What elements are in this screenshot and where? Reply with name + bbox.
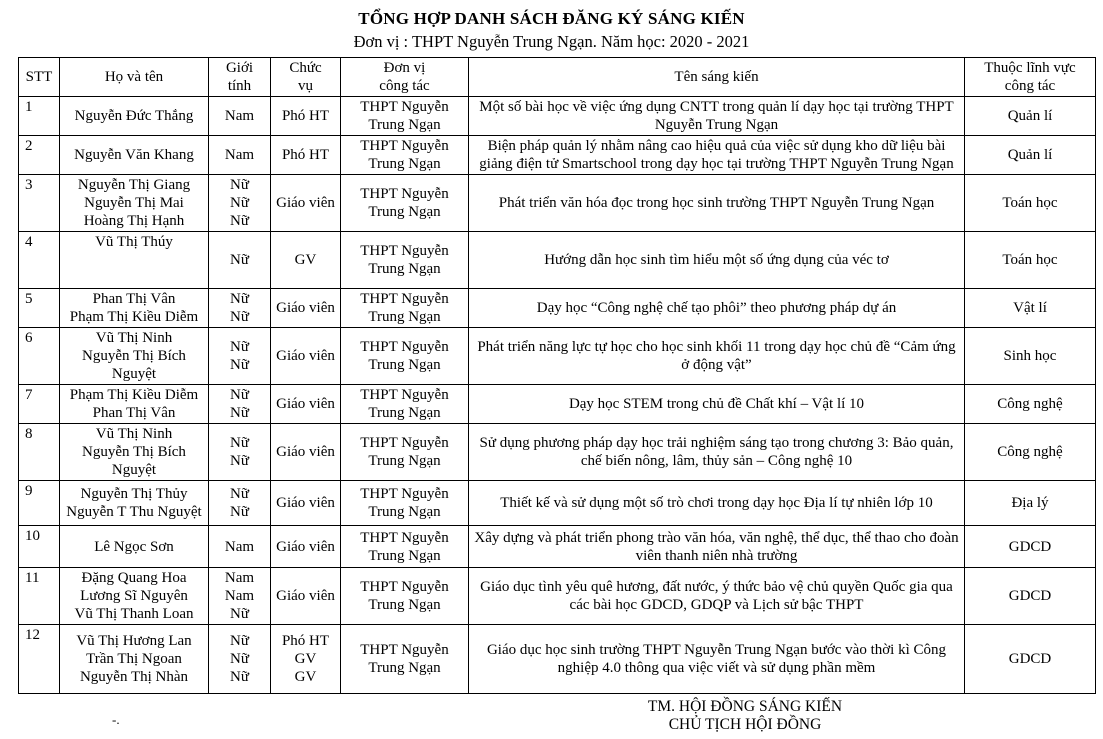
cell-line: GV [294,669,317,685]
cell-line: Giáo viên [276,300,335,316]
cell-line: Nguyễn Thị Nhàn [79,669,189,685]
cell-field: GDCD [965,568,1096,625]
cell-line: Nguyệt [111,462,157,478]
cell-gender [209,481,271,526]
cell-stt: 4 [19,232,60,289]
cell-field: Toán học [965,175,1096,232]
cell-gender [209,328,271,385]
cell-line: Hoàng Thị Hạnh [83,213,185,229]
column-header-unit-line: Đơn vị [383,60,426,76]
column-header-gender-line: tính [227,78,252,94]
cell-field: GDCD [965,625,1096,694]
cell-line: Nữ [230,486,249,502]
cell-unit: THPT Nguyễn Trung Ngạn [341,481,469,526]
cell-line: Nữ [230,435,249,451]
cell-line: Trần Thị Ngoan [86,651,182,667]
cell-line: Nữ [230,195,249,211]
cell-line: Nữ [230,291,249,307]
cell-line: Phó HT [281,147,330,163]
cell-unit: THPT Nguyễn Trung Ngạn [341,97,469,136]
cell-line: Phạm Thị Kiều Diễm [69,309,199,325]
cell-unit: THPT Nguyễn Trung Ngạn [341,328,469,385]
table-row [19,481,1096,526]
cell-names [60,568,209,625]
page-mark: -. [112,712,120,727]
initiative-registration-table [18,57,1096,694]
cell-stt: 3 [19,175,60,232]
cell-line: Lương Sĩ Nguyên [80,588,188,604]
cell-unit: THPT Nguyễn Trung Ngạn [341,289,469,328]
cell-line: Nữ [230,633,249,649]
column-header-name [60,58,209,97]
column-header-stt-line: STT [25,69,53,85]
cell-unit: THPT Nguyễn Trung Ngạn [341,526,469,568]
cell-line: Nam [224,108,255,124]
cell-names [60,175,209,232]
cell-line: Nguyễn Văn Khang [74,147,194,163]
cell-stt: 11 [19,568,60,625]
cell-line: Nguyễn Thị Bích [82,348,186,364]
cell-line: Phó HT [281,633,330,649]
cell-stt: 9 [19,481,60,526]
cell-names [60,136,209,175]
cell-unit: THPT Nguyễn Trung Ngạn [341,625,469,694]
cell-unit: THPT Nguyễn Trung Ngạn [341,424,469,481]
table-row [19,289,1096,328]
cell-gender [209,232,271,289]
cell-initiative: Hướng dẫn học sinh tìm hiểu một số ứng dụng của véc tơ [469,232,965,289]
cell-stt: 5 [19,289,60,328]
table-row [19,136,1096,175]
cell-line [63,251,205,269]
cell-gender [209,97,271,136]
cell-position [271,97,341,136]
cell-line: Nữ [230,453,249,469]
cell-line: Nữ [230,213,249,229]
table-row [19,568,1096,625]
cell-gender [209,568,271,625]
column-header-stt [19,58,60,97]
table-row [19,232,1096,289]
cell-initiative: Giáo dục học sinh trường THPT Nguyễn Trung Ngạn bước vào thời kì Công nghiệp 4.0 thông qua việc viết và sử dụng phần mềm [469,625,965,694]
cell-initiative: Thiết kế và sử dụng một số trò chơi trong dạy học Địa lí tự nhiên lớp 10 [469,481,965,526]
page-title: TỔNG HỢP DANH SÁCH ĐĂNG KÝ SÁNG KIẾN [358,9,745,28]
page-subtitle: Đơn vị : THPT Nguyễn Trung Ngạn. Năm học: 2020 - 2021 [353,32,750,51]
cell-field: GDCD [965,526,1096,568]
cell-names [60,289,209,328]
signature-line-2: CHỦ TỊCH HỘI ĐỒNG [668,716,822,733]
cell-line: Nguyễn Đức Thắng [74,108,194,124]
cell-stt: 8 [19,424,60,481]
cell-line: Nguyệt [111,366,157,382]
cell-line: Nữ [230,669,249,685]
cell-line: Giáo viên [276,195,335,211]
cell-line: Nguyễn Thị Thủy [80,486,188,502]
cell-field: Toán học [965,232,1096,289]
cell-line: Nữ [230,309,249,325]
cell-names [60,625,209,694]
cell-line: GV [294,252,317,268]
cell-initiative: Giáo dục tình yêu quê hương, đất nước, ý thức bảo vệ chủ quyền Quốc gia qua các bài học GDCD, GDQP và Lịch sử bậc THPT [469,568,965,625]
cell-field: Công nghệ [965,385,1096,424]
table-body [19,97,1096,694]
cell-field: Công nghệ [965,424,1096,481]
cell-stt: 6 [19,328,60,385]
cell-initiative: Dạy học STEM trong chủ đề Chất khí – Vật lí 10 [469,385,965,424]
column-header-position [271,58,341,97]
cell-line: Nữ [230,357,249,373]
cell-names [60,385,209,424]
cell-names [60,424,209,481]
column-header-initiative-line: Tên sáng kiến [674,69,759,85]
cell-line: Lê Ngọc Sơn [94,538,174,555]
column-header-field [965,58,1096,97]
cell-line: Giáo viên [276,538,335,555]
cell-line: Nữ [230,252,249,268]
cell-gender [209,136,271,175]
cell-line: Vũ Thị Ninh [95,330,173,346]
cell-line: Nguyễn Thị Giang [77,177,191,193]
cell-line: Nam [224,147,255,163]
cell-field: Quản lí [965,97,1096,136]
cell-line: Vũ Thị Thúy [95,234,173,250]
cell-line: Nữ [230,651,249,667]
cell-unit: THPT Nguyễn Trung Ngạn [341,175,469,232]
cell-line: Đặng Quang Hoa [81,570,187,586]
table-row [19,625,1096,694]
document-page [0,9,1103,739]
cell-field: Quản lí [965,136,1096,175]
cell-position [271,625,341,694]
cell-stt: 1 [19,97,60,136]
cell-gender [209,385,271,424]
cell-line: Nguyễn Thị Mai [84,195,184,211]
cell-line: Vũ Thị Ninh [95,426,173,442]
cell-field: Vật lí [965,289,1096,328]
cell-names [60,526,209,568]
cell-initiative: Một số bài học về việc ứng dụng CNTT trong quản lí dạy học tại trường THPT Nguyễn Trung Ngạn [469,97,965,136]
cell-line: Nữ [230,339,249,355]
cell-position [271,232,341,289]
cell-stt: 7 [19,385,60,424]
cell-unit: THPT Nguyễn Trung Ngạn [341,136,469,175]
cell-initiative: Biện pháp quản lý nhằm nâng cao hiệu quả của việc sử dụng kho dữ liệu bài giảng điện tử Smartschool trong dạy học tại trường THPT Nguyễn Trung Ngạn [469,136,965,175]
table-row [19,328,1096,385]
cell-field: Địa lý [965,481,1096,526]
cell-line: Giáo viên [276,444,335,460]
cell-position [271,289,341,328]
table-row [19,526,1096,568]
cell-names [60,481,209,526]
column-header-position-line: vụ [298,78,313,94]
cell-gender [209,625,271,694]
cell-initiative: Sử dụng phương pháp dạy học trải nghiệm sáng tạo trong chương 3: Bảo quản, chế biến nông, lâm, thủy sản – Công nghệ 10 [469,424,965,481]
cell-position [271,568,341,625]
cell-names [60,232,209,289]
cell-initiative: Phát triển văn hóa đọc trong học sinh trường THPT Nguyễn Trung Ngạn [469,175,965,232]
column-header-field-line: công tác [1004,78,1056,94]
cell-position [271,175,341,232]
column-header-initiative [469,58,965,97]
column-header-name-line: Họ và tên [104,69,164,85]
cell-line: Nguyễn Thị Bích [82,444,186,460]
column-header-unit [341,58,469,97]
cell-position [271,136,341,175]
cell-line: Phan Thị Vân [92,405,176,421]
cell-line: Phạm Thị Kiều Diễm [69,387,199,403]
cell-position [271,526,341,568]
cell-line: Nữ [230,405,249,421]
cell-initiative: Phát triển năng lực tự học cho học sinh khối 11 trong dạy học chủ đề “Cảm ứng ở động vật” [469,328,965,385]
cell-names [60,97,209,136]
cell-position [271,424,341,481]
table-row [19,97,1096,136]
cell-field: Sinh học [965,328,1096,385]
column-header-unit-line: công tác [379,78,430,94]
cell-line: Giáo viên [276,588,335,604]
cell-unit: THPT Nguyễn Trung Ngạn [341,568,469,625]
cell-line: Nữ [230,504,249,520]
column-header-gender [209,58,271,97]
cell-line: Phan Thị Vân [92,291,176,307]
cell-unit: THPT Nguyễn Trung Ngạn [341,385,469,424]
cell-line: Nguyễn T Thu Nguyệt [66,504,202,520]
cell-gender [209,424,271,481]
cell-gender [209,175,271,232]
cell-line: Nam [224,588,255,604]
column-header-gender-line: Giới [225,60,254,76]
signature-line-1: TM. HỘI ĐỒNG SÁNG KIẾN [647,698,843,715]
cell-line: GV [294,651,317,667]
cell-stt: 12 [19,625,60,694]
cell-line: Phó HT [281,108,330,124]
cell-names [60,328,209,385]
cell-unit: THPT Nguyễn Trung Ngạn [341,232,469,289]
cell-line: Giáo viên [276,396,335,412]
table-row [19,385,1096,424]
cell-gender [209,289,271,328]
cell-line: Giáo viên [276,348,335,364]
signature-block [558,698,932,734]
cell-stt: 10 [19,526,60,568]
column-header-position-line: Chức [289,60,322,76]
column-header-field-line: Thuộc lĩnh vực [984,60,1076,76]
cell-line [63,269,205,287]
cell-line: Giáo viên [276,495,335,511]
table-row [19,424,1096,481]
table-row [19,175,1096,232]
cell-position [271,481,341,526]
cell-line: Nữ [230,387,249,403]
cell-line: Vũ Thị Thanh Loan [74,606,194,622]
cell-line: Nữ [230,177,249,193]
cell-initiative: Dạy học “Công nghệ chế tạo phôi” theo phương pháp dự án [469,289,965,328]
cell-position [271,328,341,385]
cell-line: Vũ Thị Hương Lan [76,633,192,649]
cell-line: Nữ [230,606,249,622]
cell-line: Nam [224,538,255,555]
cell-position [271,385,341,424]
cell-stt: 2 [19,136,60,175]
cell-initiative: Xây dựng và phát triển phong trào văn hóa, văn nghệ, thể dục, thể thao cho đoàn viên thanh niên nhà trường [469,526,965,568]
table-header [19,58,1096,97]
cell-gender [209,526,271,568]
cell-line: Nam [224,570,255,586]
